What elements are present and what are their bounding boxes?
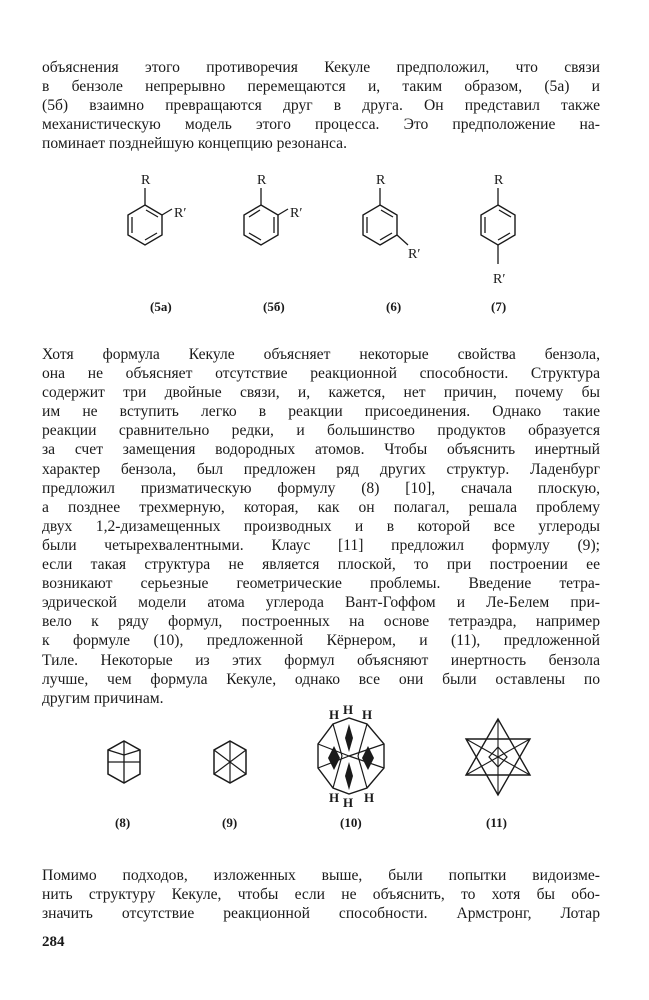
substituent-r-prime: R′ <box>408 247 421 262</box>
hydrogen-label: H <box>329 790 340 805</box>
text-line: двух 1,2-дизамещенных производных и в которой все углероды <box>42 517 600 535</box>
caption-5a: (5а) <box>150 299 172 314</box>
substituent-r: R <box>494 173 504 188</box>
hydrogen-label: H <box>329 707 340 722</box>
paragraph-3 <box>42 866 600 923</box>
structure-10 <box>312 700 402 815</box>
text-line: Хотя формула Кекуле объясняет некоторые свойства бензола, <box>42 346 600 363</box>
text-line: а позднее трехмерную, которая, как он полагал, решала проблему <box>42 498 600 516</box>
structure-7 <box>463 165 543 290</box>
structure-8 <box>100 735 160 795</box>
text-line: Помимо подходов, изложенных выше, были попытки видоизме- <box>42 867 600 884</box>
text-line: возникают серьезные геометрические проблемы. Введение тетра- <box>42 575 600 593</box>
structure-6 <box>345 165 445 275</box>
text-line: значить отсутствие реакционной способности. Армстронг, Лотар <box>42 905 600 923</box>
caption-5b: (5б) <box>263 299 285 314</box>
text-line: реакции сравнительно редки, и большинство продуктов образуется <box>42 422 600 440</box>
text-line: характер бензола, был предложен ряд других структур. Ладенбург <box>42 460 600 478</box>
text-line: вело к ряду формул, построенных на основе тетраэдра, например <box>42 613 600 631</box>
text-line: механистическую модель этого процесса. Это предположение на- <box>42 116 600 134</box>
text-line: (5б) взаимно превращаются друг в друга. Он представил также <box>42 97 600 115</box>
text-line: лучше, чем формула Кекуле, однако все они были оставлены по <box>42 670 600 688</box>
hydrogen-label: H <box>343 795 354 810</box>
text-line: к формуле (10), предложенной Кёрнером, и (11), предложенной <box>42 632 600 650</box>
substituent-r: R <box>257 173 267 188</box>
caption-8: (8) <box>115 815 131 830</box>
hydrogen-label: H <box>362 707 373 722</box>
structure-5a <box>110 165 210 265</box>
text-line: эдрической модели атома углерода Вант-Гоффом и Ле-Белем при- <box>42 594 600 612</box>
structure-5b <box>226 165 326 265</box>
substituent-r-prime: R′ <box>174 206 187 221</box>
text-line: объяснения этого противоречия Кекуле предположил, что связи <box>42 59 600 76</box>
paragraph-2 <box>42 345 600 708</box>
text-line: предложил призматическую формулу (8) [10], сначала плоскую, <box>42 479 600 497</box>
structure-11 <box>460 713 540 803</box>
text-line: поминает позднейшую концепцию резонанса. <box>42 135 347 153</box>
caption-6: (6) <box>386 299 402 314</box>
text-line: в бензоле непрерывно перемещаются и, таким образом, (5а) и <box>42 78 600 96</box>
page-number: 284 <box>42 934 65 950</box>
substituent-r-prime: R′ <box>290 206 303 221</box>
structure-9 <box>206 735 266 795</box>
text-line: были четырехвалентными. Клаус [11] предложил формулу (9); <box>42 536 600 554</box>
text-line: содержит три двойные связи, и, кажется, нет причин, почему бы <box>42 384 600 402</box>
text-line: другим причинам. <box>42 689 164 707</box>
text-line: нить структуру Кекуле, чтобы если не объяснить, то хотя бы обо- <box>42 886 600 904</box>
substituent-r: R <box>376 173 386 188</box>
text-line: если такая структура не является плоской, то при построении ее <box>42 556 600 574</box>
substituent-r: R <box>141 173 151 188</box>
caption-7: (7) <box>491 299 507 314</box>
caption-11: (11) <box>486 815 507 830</box>
text-line: она не объясняет отсутствие реакционной способности. Структура <box>42 365 600 383</box>
text-line: им не вступить легко в реакции присоединения. Однако такие <box>42 403 600 421</box>
caption-9: (9) <box>222 815 238 830</box>
text-line: за счет замещения водородных атомов. Чтобы объяснить инертный <box>42 441 600 459</box>
hydrogen-label: H <box>364 790 375 805</box>
hydrogen-label: H <box>343 702 354 717</box>
substituent-r-prime: R′ <box>493 272 506 287</box>
paragraph-1 <box>42 58 600 153</box>
text-line: Тиле. Некоторые из этих формул объясняют инертность бензола <box>42 651 600 669</box>
caption-10: (10) <box>340 815 362 830</box>
